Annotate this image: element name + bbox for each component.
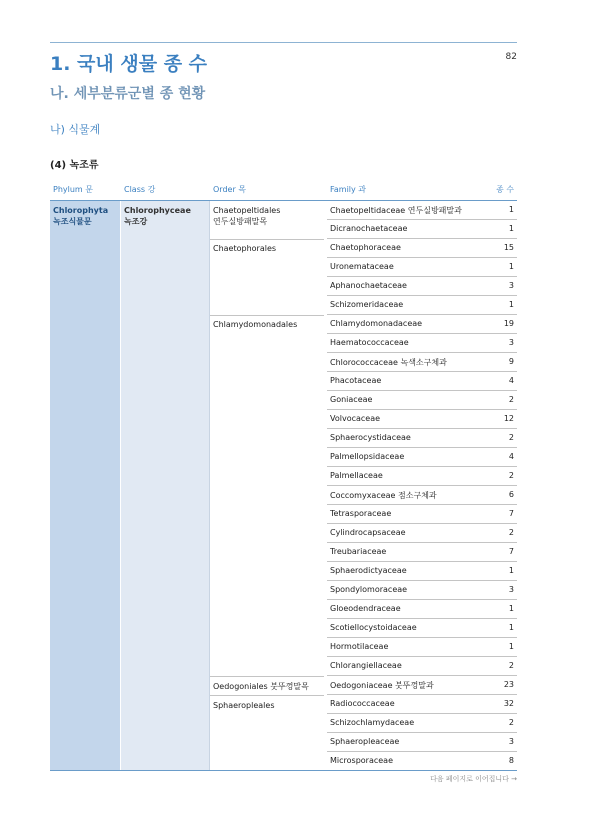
- table-row: [330, 581, 517, 600]
- section-heading: 나) 식물계: [50, 123, 101, 136]
- family-name: Radiococcaceae: [330, 699, 395, 708]
- table-row: [330, 619, 517, 638]
- order-cell: Sphaeropleales: [213, 701, 275, 710]
- species-count: 12: [503, 414, 514, 423]
- table-row: [330, 676, 517, 695]
- table-row: [330, 429, 517, 448]
- species-count: 2: [508, 528, 514, 537]
- species-count: 8: [508, 756, 514, 765]
- family-name: Palmellaceae: [330, 471, 383, 480]
- family-name: Chaetophoraceae: [330, 243, 401, 252]
- species-count: 1: [508, 642, 514, 651]
- column-header-family: Family 과: [330, 185, 367, 194]
- family-name: Sphaerodictyaceae: [330, 566, 407, 575]
- table-row: [330, 695, 517, 714]
- species-count: 3: [508, 281, 514, 290]
- family-name: Haematococcaceae: [330, 338, 409, 347]
- table-row: [330, 448, 517, 467]
- order-cell: Chaetopeltidales 연두실방패말목: [213, 206, 281, 226]
- column-header-phylum: Phylum 문: [53, 185, 93, 194]
- species-count: 15: [503, 243, 514, 252]
- family-name: Schizochlamydaceae: [330, 718, 415, 727]
- species-count: 23: [503, 680, 514, 689]
- table-row: [330, 334, 517, 353]
- family-name: Chlorococcaceae 녹색소구체과: [330, 358, 447, 367]
- table-row: [330, 543, 517, 562]
- table-row: [330, 657, 517, 676]
- family-name: Sphaeropleaceae: [330, 737, 400, 746]
- bottom-rule: [50, 770, 517, 771]
- species-count: 3: [508, 338, 514, 347]
- class-latin: Chlorophyceae: [124, 206, 191, 215]
- family-name: Palmellopsidaceae: [330, 452, 405, 461]
- top-rule: [50, 42, 517, 43]
- table-row: [330, 467, 517, 486]
- table-row: [330, 638, 517, 657]
- table-row: [330, 752, 517, 771]
- species-count: 9: [508, 357, 514, 366]
- table-row: [330, 258, 517, 277]
- family-name: Spondylomoraceae: [330, 585, 408, 594]
- family-name: Chlorangiellaceae: [330, 661, 402, 670]
- table-row: [330, 714, 517, 733]
- species-count: 2: [508, 395, 514, 404]
- column-header-class: Class 강: [124, 185, 156, 194]
- page-subtitle: 나. 세부분류군별 종 현황: [50, 86, 206, 102]
- order-divider: [210, 676, 324, 677]
- phylum-korean: 녹조식물문: [53, 217, 92, 226]
- species-count: 1: [508, 224, 514, 233]
- table-row: [330, 600, 517, 619]
- family-name: Gloeodendraceae: [330, 604, 401, 613]
- phylum-cell: [53, 205, 108, 227]
- table-row: [330, 296, 517, 315]
- table-row: [330, 391, 517, 410]
- phylum-column: [50, 201, 120, 770]
- species-count: 3: [508, 737, 514, 746]
- species-count: 7: [508, 547, 514, 556]
- page-number: 82: [505, 52, 517, 62]
- page-title: 1. 국내 생물 종 수: [50, 53, 208, 75]
- order-cell: Chaetophorales: [213, 244, 277, 253]
- species-count: 7: [508, 509, 514, 518]
- species-count: 1: [508, 262, 514, 271]
- table-row: [330, 410, 517, 429]
- table-row: [330, 277, 517, 296]
- table-row: [330, 220, 517, 239]
- order-divider: [210, 695, 324, 696]
- table-row: [330, 486, 517, 505]
- family-name: Tetrasporaceae: [330, 509, 392, 518]
- class-cell: [124, 205, 191, 227]
- family-name: Scotiellocystoidaceae: [330, 623, 417, 632]
- family-name: Dicranochaetaceae: [330, 224, 408, 233]
- phylum-latin: Chlorophyta: [53, 206, 109, 215]
- class-korean: 녹조강: [124, 217, 148, 226]
- table-row: [330, 524, 517, 543]
- table-row: [330, 239, 517, 258]
- subsection-heading: (4) 녹조류: [50, 160, 99, 171]
- column-divider: [209, 201, 210, 770]
- species-count: 19: [503, 319, 514, 328]
- column-header-count: 종 수: [496, 185, 514, 194]
- species-count: 3: [508, 585, 514, 594]
- species-count: 1: [508, 566, 514, 575]
- table-row: [330, 353, 517, 372]
- family-name: Chlamydomonadaceae: [330, 319, 423, 328]
- family-name: Cylindrocapsaceae: [330, 528, 406, 537]
- species-count: 2: [508, 718, 514, 727]
- species-count: 32: [503, 699, 514, 708]
- table-row: [330, 201, 517, 220]
- family-name: Sphaerocystidaceae: [330, 433, 411, 442]
- family-name: Treubariaceae: [330, 547, 387, 556]
- continued-note: 다음 페이지로 이어집니다 →: [430, 775, 517, 783]
- class-column: [121, 201, 209, 770]
- table-row: [330, 562, 517, 581]
- family-name: Aphanochaetaceae: [330, 281, 407, 290]
- species-count: 2: [508, 661, 514, 670]
- order-cell: Oedogoniales 붓뚜껑말목: [213, 682, 309, 691]
- family-name: Hormotilaceae: [330, 642, 389, 651]
- family-name: Oedogoniaceae 붓뚜껑말과: [330, 681, 434, 690]
- species-count: 2: [508, 433, 514, 442]
- order-divider: [210, 315, 324, 316]
- family-name: Microsporaceae: [330, 756, 394, 765]
- family-name: Volvocaceae: [330, 414, 381, 423]
- species-count: 1: [508, 623, 514, 632]
- family-name: Schizomeridaceae: [330, 300, 404, 309]
- family-name: Chaetopeltidaceae 연두실방패말과: [330, 206, 462, 215]
- table-row: [330, 733, 517, 752]
- species-count: 1: [508, 300, 514, 309]
- species-count: 6: [508, 490, 514, 499]
- species-count: 4: [508, 376, 514, 385]
- order-cell: Chlamydomonadales: [213, 320, 298, 329]
- species-count: 1: [508, 205, 514, 214]
- species-count: 2: [508, 471, 514, 480]
- family-name: Goniaceae: [330, 395, 373, 404]
- species-count: 4: [508, 452, 514, 461]
- table-row: [330, 372, 517, 391]
- family-name: Uronemataceae: [330, 262, 394, 271]
- table-row: [330, 505, 517, 524]
- family-name: Phacotaceae: [330, 376, 382, 385]
- table-row: [330, 315, 517, 334]
- column-header-order: Order 목: [213, 185, 247, 194]
- order-divider: [210, 239, 324, 240]
- family-name: Coccomyxaceae 점소구체과: [330, 491, 437, 500]
- species-count: 1: [508, 604, 514, 613]
